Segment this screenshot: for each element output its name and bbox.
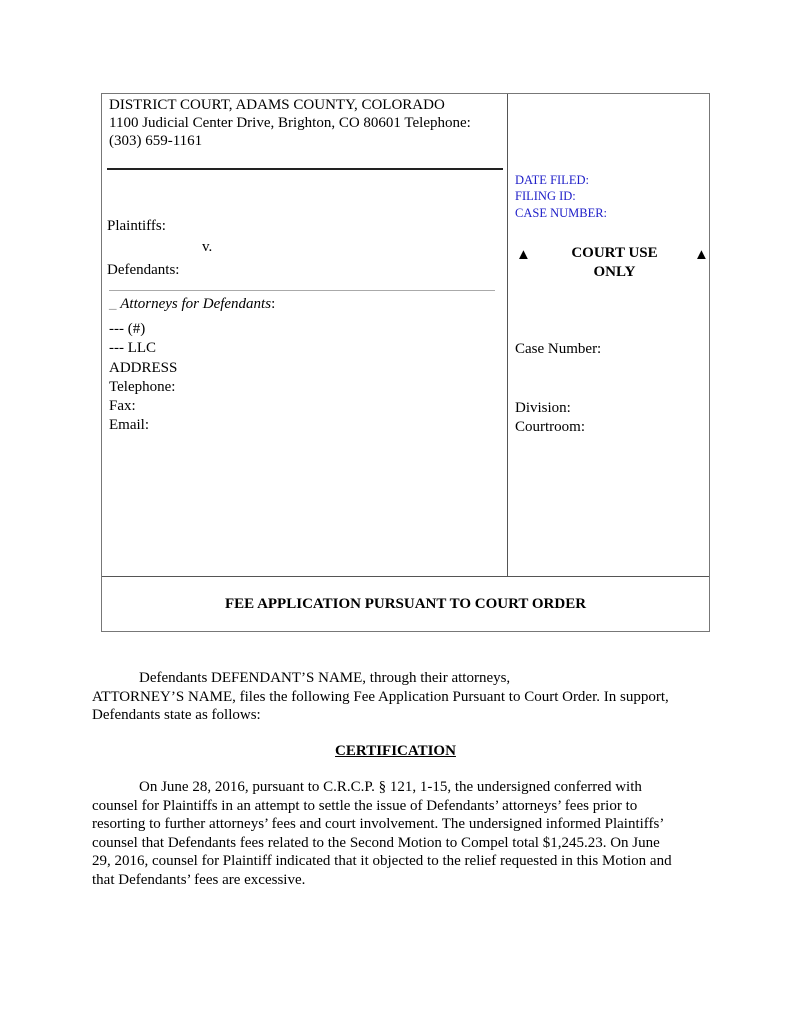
attorneys-colon: : — [271, 296, 276, 312]
case-caption — [101, 93, 710, 632]
court-phone: (303) 659-1161 — [109, 133, 203, 149]
certification-paragraph — [92, 778, 704, 889]
filing-case-number-label: CASE NUMBER: — [515, 205, 608, 220]
filing-id-label: FILING ID: — [515, 189, 576, 204]
intro-line: Defendants state as follows: — [92, 707, 261, 723]
plaintiffs-label: Plaintiffs: — [107, 218, 166, 234]
attorneys-header — [109, 295, 275, 313]
certification-line: 29, 2016, counsel for Plaintiff indicated that it objected to the relief requested in this Motion and — [92, 853, 672, 869]
court-address-block — [109, 96, 504, 150]
caption-vertical-divider — [507, 94, 508, 576]
document-title: FEE APPLICATION PURSUANT TO COURT ORDER — [224, 596, 587, 612]
certification-line: counsel that Defendants fees related to the Second Motion to Compel total $1,245.23. On June — [92, 834, 660, 851]
triangle-up-icon: ▲ — [694, 247, 709, 263]
court-use-line-1: COURT USE — [571, 245, 658, 261]
attorney-info-block — [109, 320, 177, 436]
intro-line: Defendants DEFENDANT’S NAME, through their attorneys, — [139, 670, 511, 686]
attorneys-label: Attorneys for Defendants — [120, 296, 272, 312]
certification-line: On June 28, 2016, pursuant to C.R.C.P. § 121, 1-15, the undersigned conferred with — [139, 779, 642, 795]
versus-label: v. — [202, 239, 213, 255]
parties-rule — [109, 290, 495, 291]
division-label: Division: — [515, 400, 571, 416]
triangle-up-icon: ▲ — [516, 247, 531, 263]
court-use-only-label — [557, 244, 672, 282]
certification-line: resorting to further attorneys’ fees and court involvement. The undersigned informed Plaintiffs’ — [92, 816, 665, 832]
division-courtroom-block — [515, 399, 585, 437]
certification-heading: CERTIFICATION — [335, 743, 456, 759]
caption-horizontal-divider — [102, 576, 709, 577]
attorney-address: ADDRESS — [109, 359, 178, 376]
court-address: 1100 Judicial Center Drive, Brighton, CO 80601 Telephone: — [109, 115, 471, 131]
intro-line: ATTORNEY’S NAME, files the following Fee Application Pursuant to Court Order. In support, — [92, 688, 669, 705]
courtroom-label: Courtroom: — [515, 419, 585, 435]
court-name: DISTRICT COURT, ADAMS COUNTY, COLORADO — [109, 97, 445, 113]
intro-paragraph — [92, 669, 712, 725]
parties-block — [107, 217, 212, 279]
attorney-number: --- (#) — [109, 321, 146, 337]
attorney-fax: Fax: — [109, 398, 136, 415]
attorney-email: Email: — [109, 417, 149, 434]
defendants-label: Defendants: — [107, 262, 180, 278]
attorneys-lead: _ — [109, 296, 117, 312]
date-filed-label: DATE FILED: — [515, 173, 589, 187]
court-block-rule — [107, 168, 503, 170]
certification-line: counsel for Plaintiffs in an attempt to settle the issue of Defendants’ attorneys’ fees prior to — [92, 797, 638, 814]
court-use-line-2: ONLY — [593, 264, 636, 280]
case-number-label: Case Number: — [515, 341, 602, 357]
filing-meta-block — [515, 172, 607, 221]
attorney-telephone: Telephone: — [109, 378, 176, 395]
certification-line: that Defendants’ fees are excessive. — [92, 871, 306, 888]
attorney-firm: --- LLC — [109, 340, 157, 357]
